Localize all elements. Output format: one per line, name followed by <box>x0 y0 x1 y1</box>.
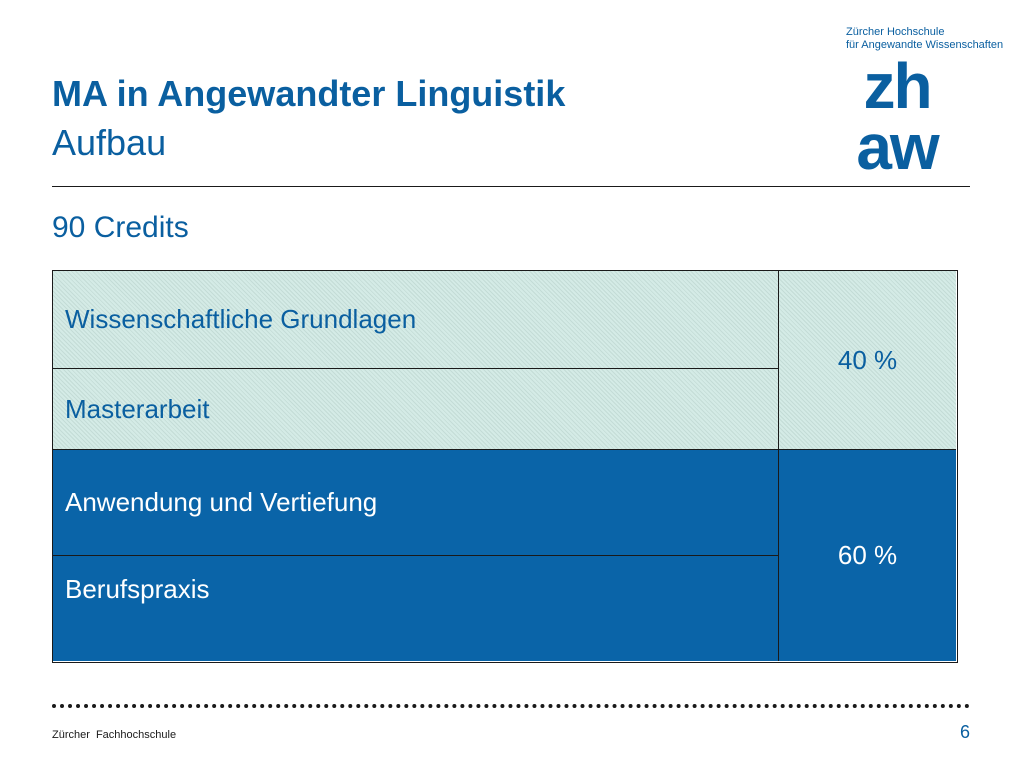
zhaw-logo <box>838 56 956 176</box>
page-number: 6 <box>959 722 970 742</box>
structure-table <box>52 270 958 663</box>
header-divider <box>52 186 970 187</box>
table-row-label: Anwendung und Vertiefung <box>53 449 778 555</box>
footer-institution: Zürcher Fachhochschule <box>52 729 177 741</box>
logo-mark-bottom: aw <box>856 111 938 176</box>
share-cell: 60 % <box>778 449 956 661</box>
table-row-label: Masterarbeit <box>53 368 778 449</box>
logo-mark-top: zh <box>863 56 931 122</box>
table-row-label: Wissenschaftliche Grundlagen <box>53 271 778 368</box>
logo-caption <box>846 26 1003 52</box>
slide-title: MA in Angewandter Linguistik <box>52 73 566 114</box>
logo-caption-line2: für Angewandte Wissenschaften <box>846 39 1004 51</box>
footer-divider <box>52 704 970 708</box>
table-row-label: Berufspraxis <box>53 555 778 661</box>
credits-label: 90 Credits <box>52 211 189 244</box>
slide-subtitle: Aufbau <box>52 122 167 163</box>
logo-caption-line1: Zürcher Hochschule <box>846 26 945 38</box>
share-cell: 40 % <box>778 271 956 449</box>
